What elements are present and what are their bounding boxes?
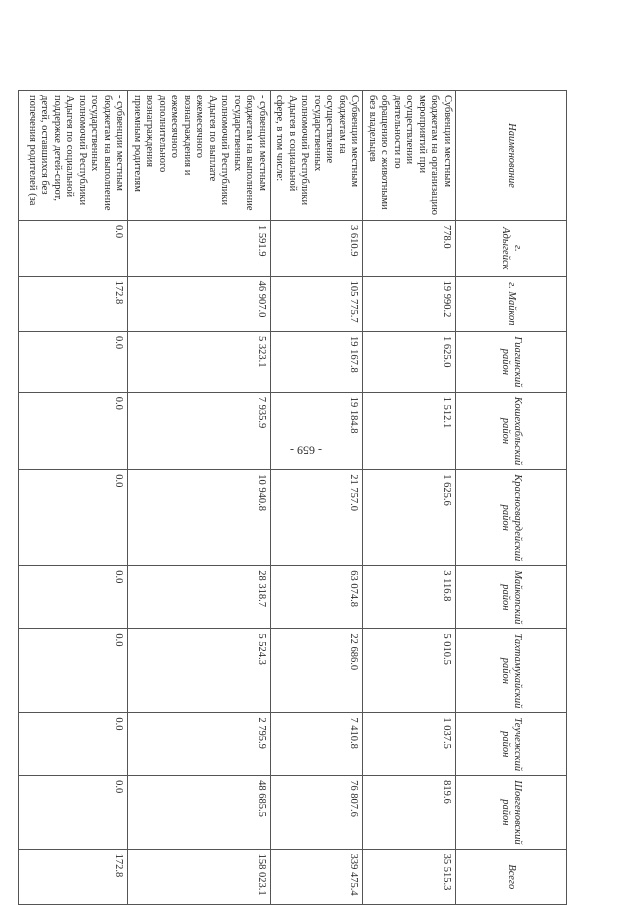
- header-maykopsky: Майкопский район: [456, 566, 567, 629]
- cell-value: 1 037.5: [363, 713, 456, 776]
- cell-value: 7 935.9: [128, 392, 271, 470]
- cell-value: 2 795.9: [128, 713, 271, 776]
- page-number: - 659 -: [290, 443, 322, 458]
- cell-value: 0.0: [19, 392, 128, 470]
- table-row: [271, 91, 364, 905]
- header-total: Всего: [456, 849, 567, 904]
- table-row: [19, 91, 128, 905]
- cell-value: 5 524.3: [128, 629, 271, 713]
- cell-value: 1 591.9: [128, 221, 271, 277]
- header-name: Наименование: [456, 91, 567, 221]
- cell-value: 48 685.5: [128, 776, 271, 849]
- cell-value: 0.0: [19, 776, 128, 849]
- row-name: Субвенции местным бюджетам на организацию мероприятий при осуществлении деятельности по обращению с животными без владельцев: [363, 91, 456, 221]
- cell-value: 35 515.3: [363, 849, 456, 904]
- cell-value: 0.0: [19, 629, 128, 713]
- cell-value: 5 323.1: [128, 332, 271, 393]
- header-row: [456, 91, 567, 905]
- cell-value: 0.0: [19, 713, 128, 776]
- cell-value: 819.6: [363, 776, 456, 849]
- cell-value: 21 757.0: [271, 470, 364, 566]
- budget-table: [19, 90, 568, 905]
- cell-value: 28 318.7: [128, 566, 271, 629]
- cell-value: 0.0: [19, 332, 128, 393]
- header-giaginsky: Гиагинский район: [456, 332, 567, 393]
- header-teuchezhsky: Теучежский район: [456, 713, 567, 776]
- row-name: - субвенции местным бюджетам на выполнение государственных полномочий Республики Адыгея по социальной поддержке детей-сирот, детей, оставшихся без попечения родителей (за: [19, 91, 128, 221]
- cell-value: 7 410.8: [271, 713, 364, 776]
- table-row: [128, 91, 271, 905]
- cell-value: 778.0: [363, 221, 456, 277]
- cell-value: 10 940.8: [128, 470, 271, 566]
- cell-value: 22 686.0: [271, 629, 364, 713]
- cell-value: 1 512.1: [363, 392, 456, 470]
- header-shovgenovsky: Шовгеновский район: [456, 776, 567, 849]
- cell-value: 0.0: [19, 566, 128, 629]
- cell-value: 19 184.8: [271, 392, 364, 470]
- cell-value: 3 116.8: [363, 566, 456, 629]
- cell-value: 158 023.1: [128, 849, 271, 904]
- header-maykop: г. Майкоп: [456, 276, 567, 331]
- cell-value: 172.8: [19, 276, 128, 331]
- cell-value: 1 625.6: [363, 470, 456, 566]
- cell-value: 339 475.4: [271, 849, 364, 904]
- cell-value: 0.0: [19, 221, 128, 277]
- header-krasnogvardeysky: Красногвардейский район: [456, 470, 567, 566]
- table-row: [363, 91, 456, 905]
- cell-value: 5 010.5: [363, 629, 456, 713]
- cell-value: 172.8: [19, 849, 128, 904]
- row-name: Субвенции местным бюджетам на осуществление государственных полномочий Республики Адыгея в социальной сфере, в том числе:: [271, 91, 364, 221]
- header-koshekhablsky: Кошехабльский район: [456, 392, 567, 470]
- header-adygeysk: г. Адыгейск: [456, 221, 567, 277]
- cell-value: 19 990.2: [363, 276, 456, 331]
- cell-value: 46 907.0: [128, 276, 271, 331]
- cell-value: 19 167.8: [271, 332, 364, 393]
- cell-value: 105 775.7: [271, 276, 364, 331]
- cell-value: 76 807.6: [271, 776, 364, 849]
- row-name: - субвенции местным бюджетам на выполнение государственных полномочий Республики Адыгея по выплате ежемесячного вознаграждения и ежемесячного дополнительного вознаграждения приемным родителям: [128, 91, 271, 221]
- header-takhtamukaysky: Тахтамукайский район: [456, 629, 567, 713]
- cell-value: 0.0: [19, 470, 128, 566]
- cell-value: 63 074.8: [271, 566, 364, 629]
- cell-value: 3 610.9: [271, 221, 364, 277]
- cell-value: 1 625.0: [363, 332, 456, 393]
